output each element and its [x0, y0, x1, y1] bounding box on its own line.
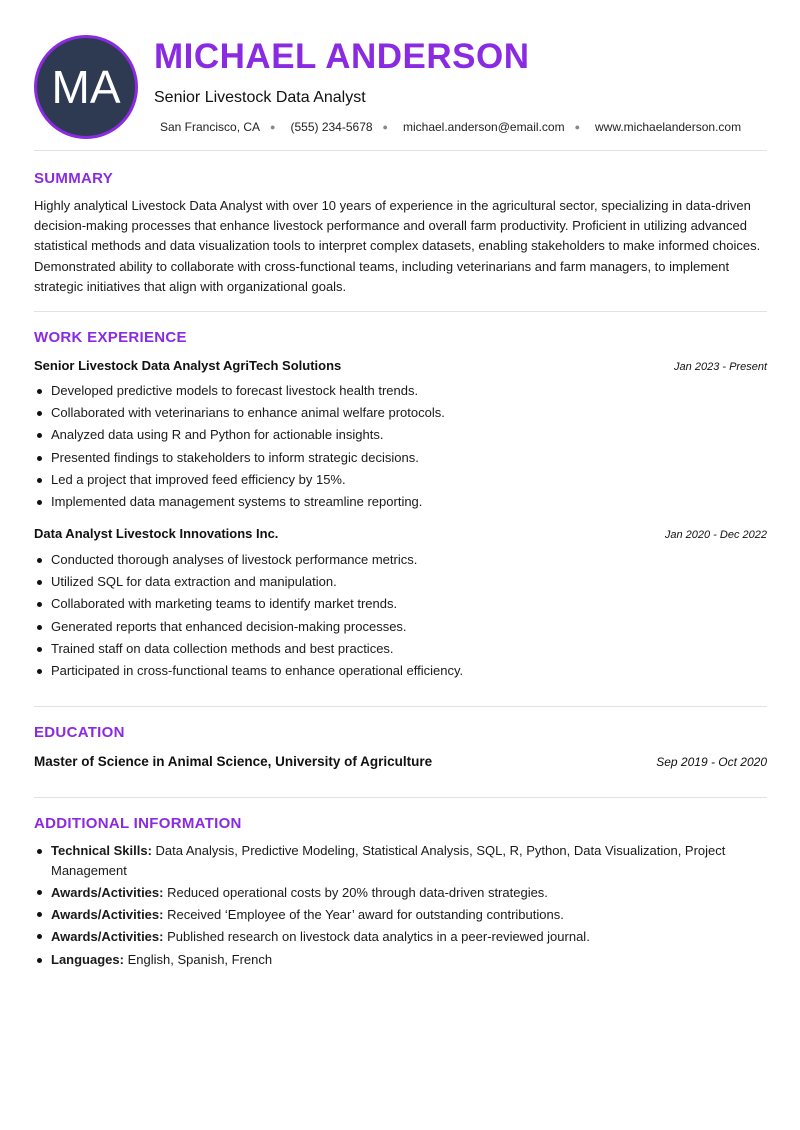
divider [34, 706, 767, 707]
job-header [34, 358, 767, 373]
education-heading: EDUCATION [34, 724, 125, 741]
info-key: Awards/Activities: [51, 928, 164, 944]
contact-email[interactable]: michael.anderson@email.com [402, 120, 565, 134]
info-value: Published research on livestock data analytics in a peer-reviewed journal. [163, 928, 590, 944]
summary-text: Highly analytical Livestock Data Analyst with over 10 years of experience in the agricultural sector, specializing in data-driven decision-making processes that enhance livestock performance and overall farm productivity. Proficient in utilizing advanced statistical methods and data visualization tools to interpret complex datasets, enabling stakeholders to make informed choices. Demonstrated ability to collaborate with cross-functional teams, including veterinarians and farm managers, to implement strategic initiatives that align with organizational goals. [34, 198, 761, 294]
avatar [34, 35, 138, 139]
list-item: Utilized SQL for data extraction and manipulation. [34, 571, 767, 593]
separator-dot-icon: ● [574, 122, 581, 132]
job-bullets [34, 549, 767, 682]
list-item: Analyzed data using R and Python for actionable insights. [34, 424, 767, 446]
job-bullets [34, 380, 767, 513]
divider [34, 150, 767, 151]
list-item: Collaborated with veterinarians to enhance animal welfare protocols. [34, 402, 767, 424]
list-item: Implemented data management systems to streamline reporting. [34, 491, 767, 513]
education-dates: Sep 2019 - Oct 2020 [656, 755, 767, 769]
additional-info-heading: ADDITIONAL INFORMATION [34, 815, 242, 832]
info-key: Languages: [51, 952, 124, 967]
contact-website[interactable]: www.michaelanderson.com [595, 120, 742, 134]
list-item: Trained staff on data collection methods and best practices. [34, 638, 767, 660]
candidate-name: MICHAEL ANDERSON [154, 37, 530, 76]
separator-dot-icon: ● [382, 122, 388, 132]
info-value: Data Analysis, Predictive Modeling, Statistical Analysis, SQL, R, Python, Data Visualization, Project Management [51, 843, 726, 878]
avatar-initials: MA [51, 61, 121, 113]
info-value: English, Spanish, French [123, 952, 273, 967]
list-item: Led a project that improved feed efficiency by 15%. [34, 469, 767, 491]
work-experience-heading: WORK EXPERIENCE [34, 329, 187, 346]
job-header [34, 526, 767, 541]
list-item [34, 883, 767, 903]
list-item [34, 841, 767, 880]
info-value: Received ‘Employee of the Year’ award for outstanding contributions. [163, 906, 564, 922]
list-item [34, 927, 767, 947]
additional-info-list [34, 841, 767, 972]
list-item: Presented findings to stakeholders to inform strategic decisions. [34, 447, 767, 469]
candidate-title: Senior Livestock Data Analyst [154, 89, 366, 106]
job-dates: Jan 2020 - Dec 2022 [664, 529, 767, 541]
contact-location: San Francisco, CA [160, 120, 261, 134]
list-item: Participated in cross-functional teams to enhance operational efficiency. [34, 660, 767, 682]
list-item: Conducted thorough analyses of livestock performance metrics. [34, 549, 767, 571]
divider [34, 797, 767, 798]
info-key: Awards/Activities: [51, 906, 164, 922]
education-degree: Master of Science in Animal Science, University of Agriculture [34, 754, 433, 769]
separator-dot-icon: ● [270, 122, 276, 132]
summary-heading: SUMMARY [34, 170, 114, 187]
info-key: Technical Skills: [51, 843, 152, 858]
list-item: Collaborated with marketing teams to identify market trends. [34, 593, 767, 615]
job-dates: Jan 2023 - Present [674, 361, 767, 373]
info-value: Reduced operational costs by 20% through data-driven strategies. [163, 884, 548, 900]
list-item: Developed predictive models to forecast livestock health trends. [34, 380, 767, 402]
list-item [34, 905, 767, 925]
info-key: Awards/Activities: [51, 884, 164, 900]
list-item [34, 950, 767, 970]
list-item: Generated reports that enhanced decision-making processes. [34, 616, 767, 638]
contact-phone[interactable]: (555) 234-5678 [290, 120, 373, 134]
job-role: Data Analyst Livestock Innovations Inc. [34, 526, 279, 541]
divider [34, 311, 767, 312]
contact-bar [160, 120, 741, 134]
education-entry [34, 754, 767, 769]
job-role: Senior Livestock Data Analyst AgriTech Solutions [34, 358, 342, 373]
